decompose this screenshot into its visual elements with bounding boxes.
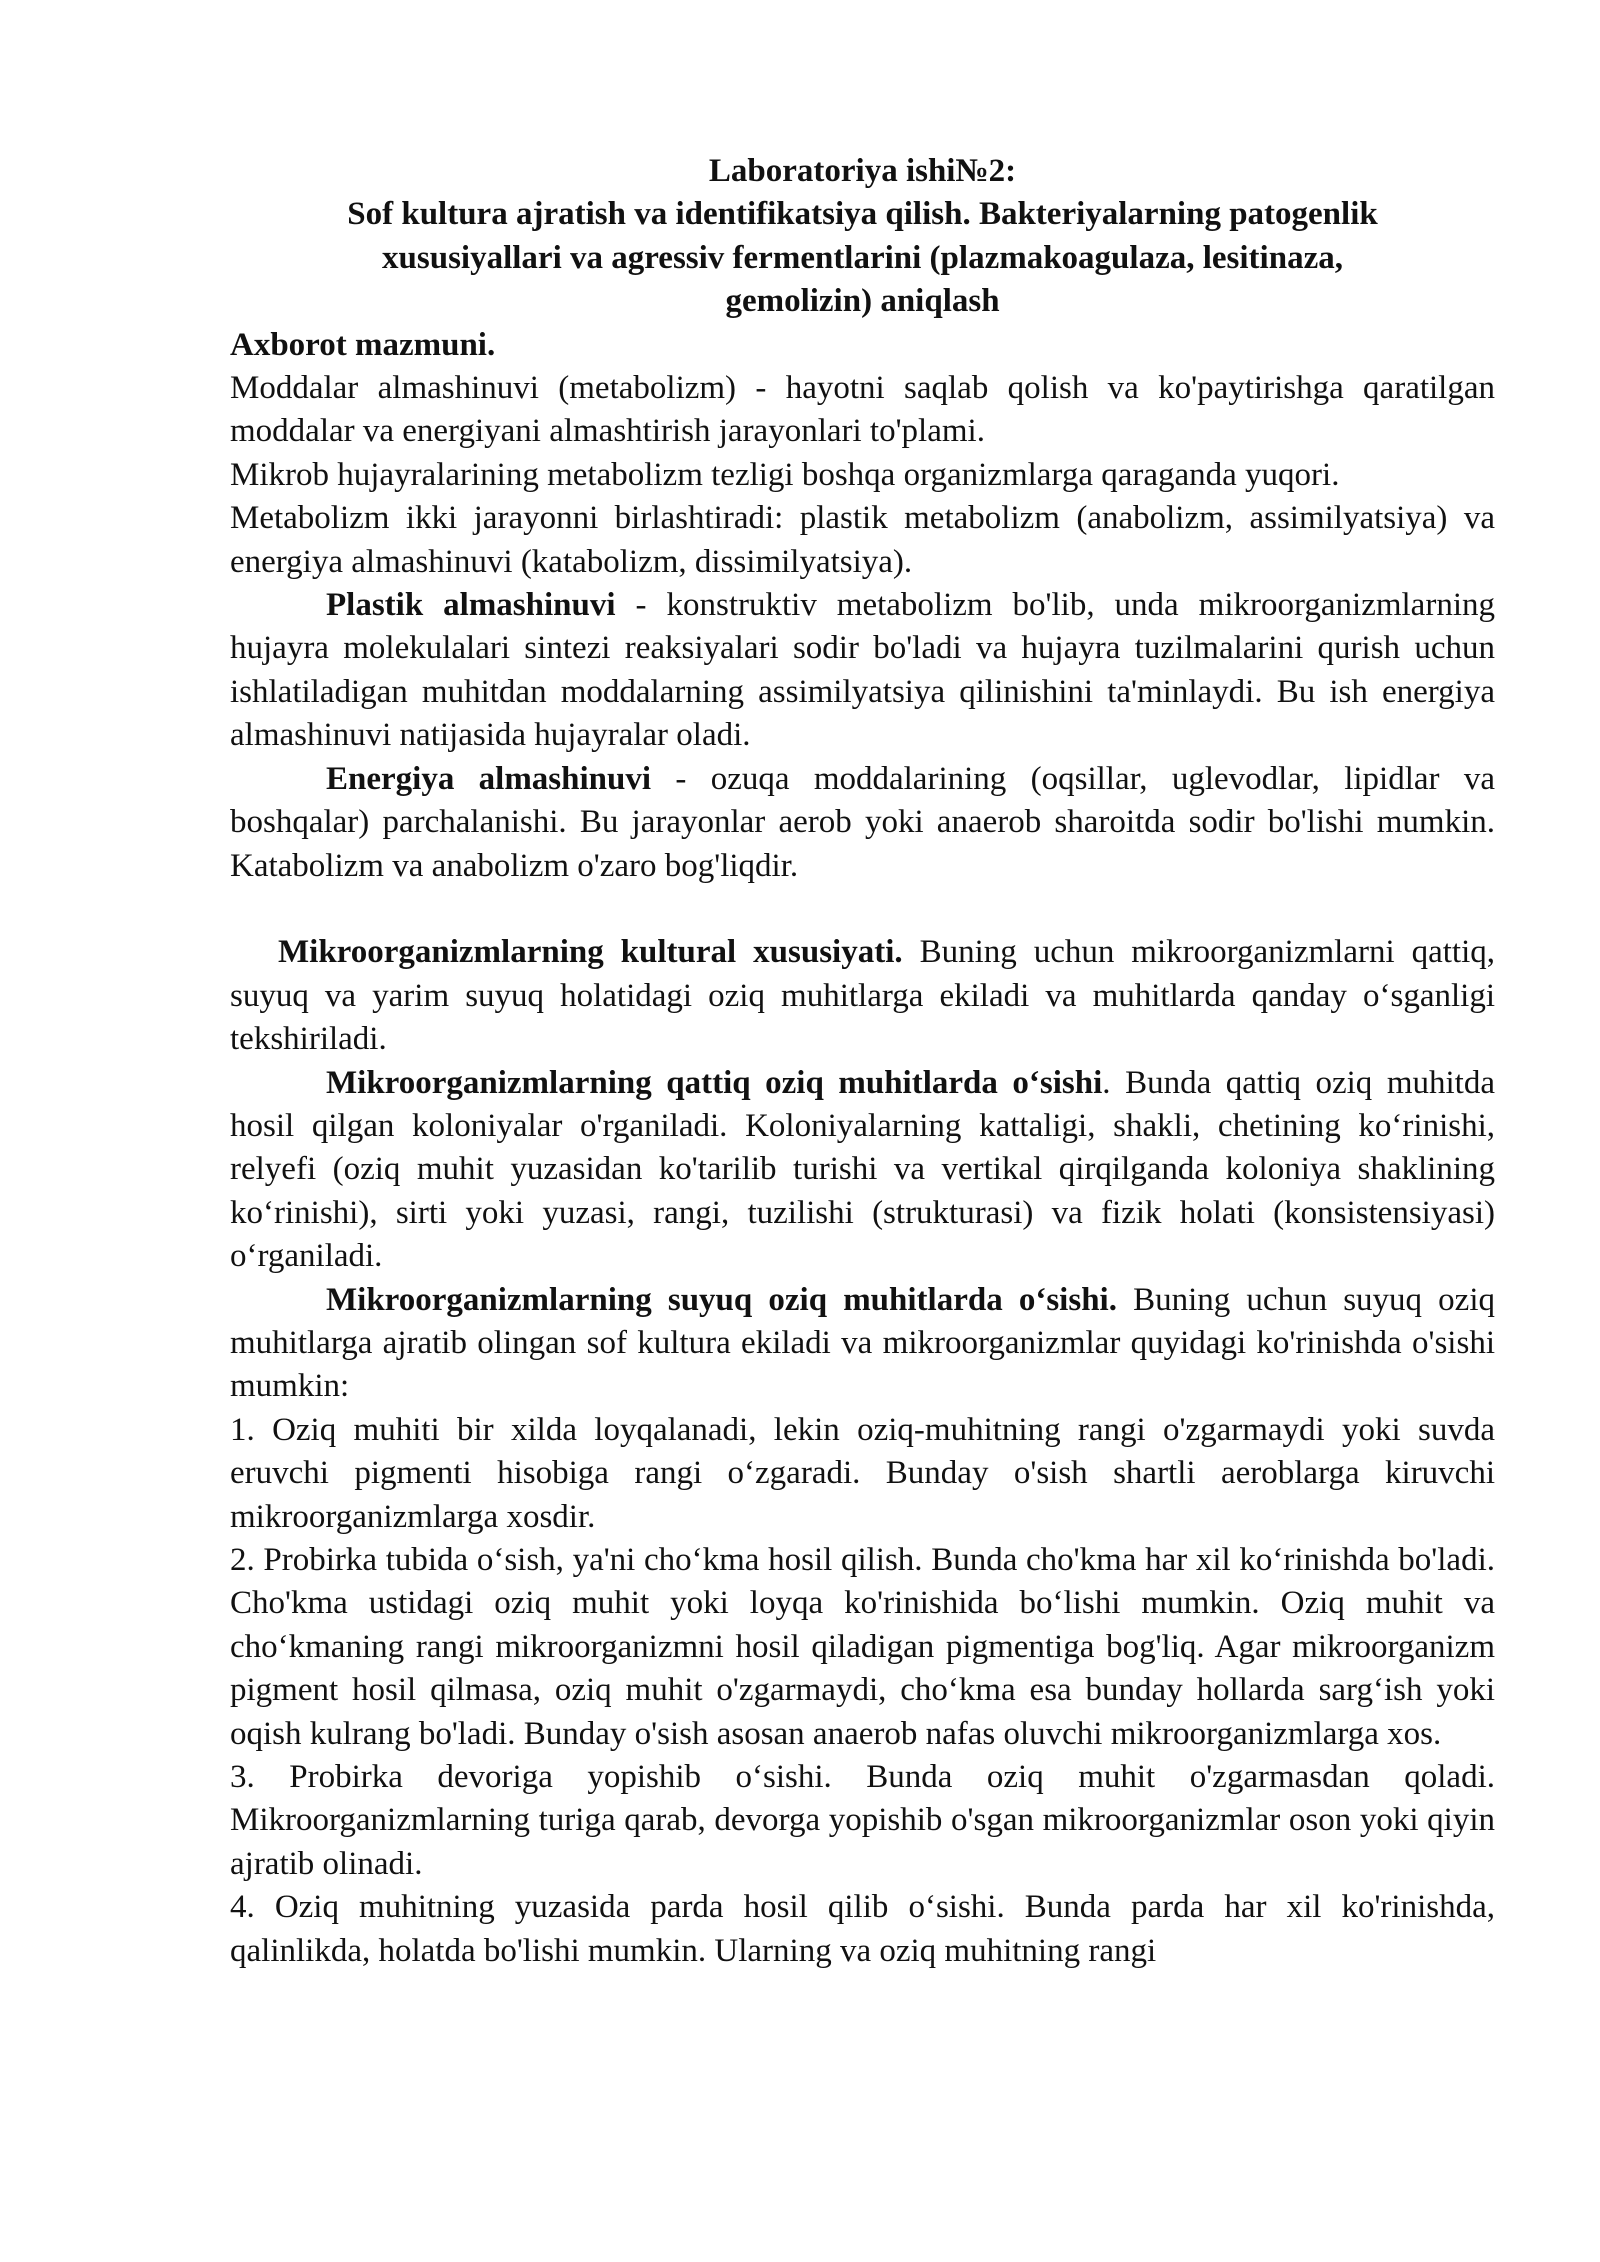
term-solid-media-growth: Mikroorganizmlarning qattiq oziq muhitlarda o‘sishi (326, 1064, 1103, 1101)
text-liquid-media-growth: Buning uchun suyuq oziq muhitlarga ajratib olingan sof kultura ekiladi va mikroorganizmlar quyidagi ko'rinishda o'sishi mumkin: (230, 1281, 1495, 1405)
text-cultural-properties: Buning uchun mikroorganizmlarni qattiq, suyuq va yarim suyuq holatidagi oziq muhitlarga ekiladi va muhitlarda qanday o‘sganligi tekshiriladi. (230, 934, 1495, 1058)
title-line-3: xususiyallari va agressiv fermentlarini (plazmakoagulaza, lesitinaza, (382, 239, 1343, 276)
paragraph-energy-metabolism (230, 758, 1495, 888)
term-cultural-properties: Mikroorganizmlarning kultural xususiyati. (278, 934, 903, 971)
paragraph-metabolism-definition: Moddalar almashinuvi (metabolizm) - hayotni saqlab qolish va ko'paytirishga qaratilgan moddalar va energiyani almashtirish jarayonlari to'plami. (230, 370, 1495, 450)
text-solid-media-growth: . Bunda qattiq oziq muhitda hosil qilgan koloniyalar o'rganiladi. Koloniyalarning kattaligi, shakli, chetining ko‘rinishi, relyefi (oziq muhit yuzasidan ko'tarilib turishi va vertikal qirqilganda koloniya shaklining ko‘rinishi), sirti yoki yuzasi, rangi, tuzilishi (strukturasi) va fizik holati (konsistensiyasi) o‘rganiladi. (230, 1064, 1495, 1275)
paragraph-metabolism-rate: Mikrob hujayralarining metabolizm tezligi boshqa organizmlarga qaraganda yuqori. (230, 456, 1340, 493)
title-line-2: Sof kultura ajratish va identifikatsiya qilish. Bakteriyalarning patogenlik (347, 196, 1378, 233)
blank-line (230, 888, 1495, 931)
term-liquid-media-growth: Mikroorganizmlarning suyuq oziq muhitlarda o‘sishi. (326, 1281, 1117, 1318)
document-page (230, 150, 1495, 1973)
title-line-4: gemolizin) aniqlash (725, 283, 1000, 320)
section-heading: Axborot mazmuni. (230, 326, 496, 363)
term-energy-metabolism: Energiya almashinuvi (326, 760, 652, 797)
list-item-1: 1. Oziq muhiti bir xilda loyqalanadi, lekin oziq-muhitning rangi o'zgarmaydi yoki suvda eruvchi pigmenti hisobiga rangi o‘zgaradi. Bunday o'sish shartli aeroblarga kiruvchi mikroorganizmlarga xosdir. (230, 1411, 1495, 1535)
list-item-2: 2. Probirka tubida o‘sish, ya'ni cho‘kma hosil qilish. Bunda cho'kma har xil ko‘rinishda bo'ladi. Cho'kma ustidagi oziq muhit yoki loyqa ko'rinishida bo‘lishi mumkin. Oziq muhit va cho‘kmaning rangi mikroorganizmni hosil qiladigan pigmentiga bog'liq. Agar mikroorganizm pigment hosil qilmasa, oziq muhit o'zgarmaydi, cho‘kma esa bunday hollarda sarg‘ish yoki oqish kulrang bo'ladi. Bunday o'sish asosan anaerob nafas oluvchi mikroorganizmlarga xos. (230, 1541, 1495, 1752)
paragraph-metabolism-processes: Metabolizm ikki jarayonni birlashtiradi: plastik metabolizm (anabolizm, assimilyatsiya) va energiya almashinuvi (katabolizm, dissimilyatsiya). (230, 500, 1495, 580)
paragraph-solid-media-growth (230, 1062, 1495, 1279)
list-item-4: 4. Oziq muhitning yuzasida parda hosil qilib o‘sishi. Bunda parda har xil ko'rinishda, qalinlikda, holatda bo'lishi mumkin. Ularning va oziq muhitning rangi (230, 1889, 1495, 1969)
paragraph-plastic-metabolism (230, 584, 1495, 758)
paragraph-liquid-media-growth (230, 1279, 1495, 1409)
term-plastic-metabolism: Plastik almashinuvi (326, 587, 616, 624)
paragraph-cultural-properties (230, 931, 1495, 1061)
document-title (230, 150, 1495, 324)
text-plastic-metabolism: - konstruktiv metabolizm bo'lib, unda mikroorganizmlarning hujayra molekulalari sintezi reaksiyalari sodir bo'ladi va hujayra tuzilmalarini qurish uchun ishlatiladigan muhitdan moddalarning assimilyatsiya qilinishini ta'minlaydi. Bu ish energiya almashinuvi natijasida hujayralar oladi. (230, 587, 1495, 754)
title-line-1: Laboratoriya ishi№2: (708, 153, 1017, 189)
list-item-3: 3. Probirka devoriga yopishib o‘sishi. Bunda oziq muhit o'zgarmasdan qoladi. Mikroorganizmlarning turiga qarab, devorga yopishib o'sgan mikroorganizmlar oson yoki qiyin ajratib olinadi. (230, 1759, 1495, 1882)
text-energy-metabolism: - ozuqa moddalarining (oqsillar, uglevodlar, lipidlar va boshqalar) parchalanishi. Bu jarayonlar aerob yoki anaerob sharoitda sodir bo'lishi mumkin. Katabolizm va anabolizm o'zaro bog'liqdir. (230, 760, 1495, 884)
